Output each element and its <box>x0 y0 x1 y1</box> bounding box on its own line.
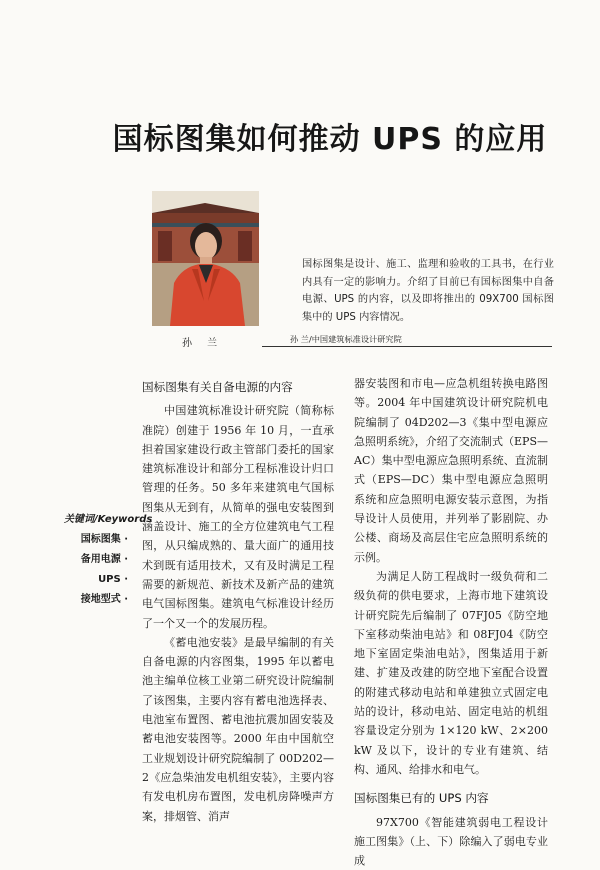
article-title: 国标图集如何推动 UPS 的应用 <box>112 122 548 157</box>
body-paragraph: 器安装图和市电—应急机组转换电路图等。2004 年中国建筑设计研究院机电院编制了 04D202—3《集中型电源应急照明系统》，介绍了交流制式（EPS—AC）集中型电源应急照明系统、直流制式（EPS—DC）集中型电源应急照明系统和应急照明电源安装示意图，为指导设计人员使用，并列举了影剧院、办公楼、商场及高层住宅应急照明系统的示例。 <box>354 377 548 564</box>
abstract: 国标图集是设计、施工、监理和验收的工具书，在行业内具有一定的影响力。介绍了目前已有国标图集中自备电源、UPS 的内容，以及即将推出的 09X700 国标图集中的 UPS 内容情况。 <box>302 259 554 323</box>
section-heading: 国标图集有关自备电源的内容 <box>142 380 293 394</box>
body-paragraph: 中国建筑标准设计研究院（简称标准院）创建于 1956 年 10 月，一直承担着国家建设行政主管部门委托的国家建筑标准设计和部分工程标准设计归口管理的任务。50 多年来建筑电气国标图集从无到有，从简单的强电安装图到涵盖设计、施工的全方位建筑电气工程图，从只编成熟的、量大面广的通用技术到既有适用技术，又有及时满足工程需要的新规范、新技术及新产品的建筑电气国标图集。建筑电气标准设计经历了一个又一个的发展历程。 <box>142 404 334 630</box>
body-paragraph: 为满足人防工程战时一级负荷和二级负荷的供电要求，上海市地下建筑设计研究院先后编制了 07FJ05《防空地下室移动柴油电站》和 08FJ04《防空地下室固定柴油电站》，图集适用于新建、扩建及改建的防空地下室配合设置的附建式移动电站和单建独立式固定电站的设计，移动电站、固定电站的机组容量设定分别为 1×120 kW、2×200 kW 及以下，设计的专业有建筑、结构、通风、给排水和电气。 <box>354 569 548 776</box>
left-column <box>142 374 334 826</box>
body-paragraph: 97X700《智能建筑弱电工程设计施工图集》（上、下）除编入了弱电专业成 <box>354 815 548 868</box>
author-photo <box>152 191 259 326</box>
author-name: 孙 兰 <box>182 338 224 349</box>
keyword-item: 国标图集 · <box>80 534 128 545</box>
body-paragraph: 《蓄电池安装》是最早编制的有关自备电源的内容图集，1995 年以蓄电池主编单位核工业第二研究设计院编制了该图集，主要内容有蓄电池选择表、电池室布置图、蓄电池抗震加固安装及蓄电池安装图等。2000 年由中国航空工业规划设计研究院编制了 00D202—2《应急柴油发电机组安装》，主要内容有发电机房布置图，发电机房降噪声方案，排烟管、消声 <box>142 635 334 823</box>
keywords-block <box>64 510 153 610</box>
section-heading: 国标图集已有的 UPS 内容 <box>354 791 489 806</box>
author-affiliation: 孙 兰/中国建筑标准设计研究院 <box>290 334 402 344</box>
affiliation-rule <box>262 346 552 347</box>
keyword-item: 接地型式 · <box>80 594 128 605</box>
keyword-item: UPS · <box>98 574 128 585</box>
keywords-label: 关键词/Keywords <box>64 514 153 525</box>
keyword-item: 备用电源 · <box>80 554 128 565</box>
